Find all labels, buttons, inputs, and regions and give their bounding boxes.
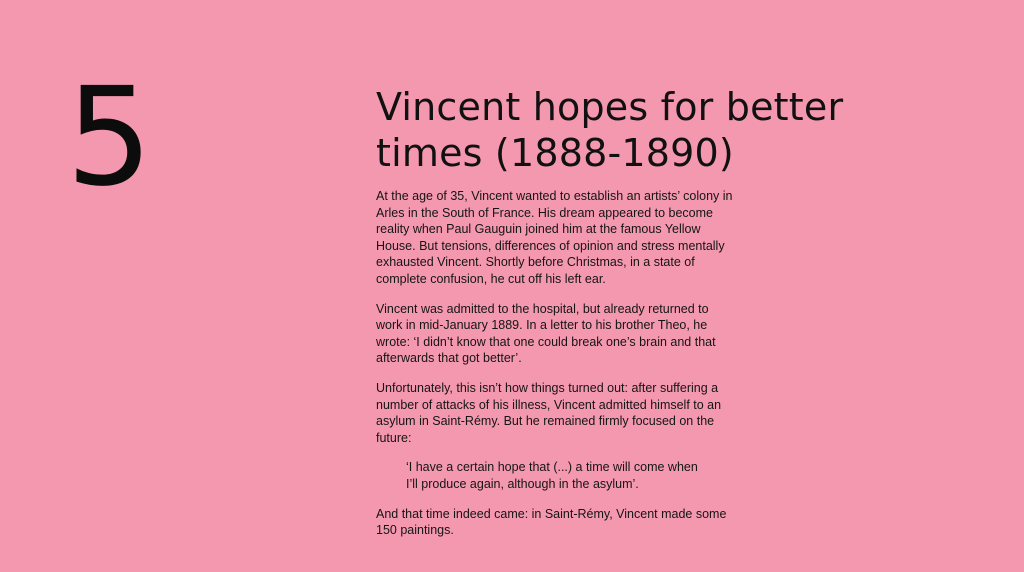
paragraph-arles: At the age of 35, Vincent wanted to establish an artists’ colony in Arles in the South of France. His dream appeared to become reality when Paul Gauguin joined him at the famous Yellow House. But tensions, differences of opinion and stress mentally exhausted Vincent. Shortly before Christmas, in a state of complete confusion, he cut off his left ear. <box>376 189 733 286</box>
paragraph-closing: And that time indeed came: in Saint-Rémy, Vincent made some 150 paintings. <box>376 506 727 538</box>
letter-quote: ‘I have a certain hope that (...) a time will come when I’ll produce again, although in the asylum’. <box>406 460 698 491</box>
paragraph-hospital: Vincent was admitted to the hospital, but already returned to work in mid-January 1889. In a letter to his brother Theo, he wrote: ‘I didn’t know that one could break one’s brain and that afterwards that got better’. <box>376 301 716 366</box>
chapter-content <box>376 84 936 552</box>
chapter-body <box>376 188 736 539</box>
chapter-title: Vincent hopes for better times (1888-1890) <box>376 85 844 175</box>
chapter-number: 5 <box>66 59 153 217</box>
paragraph-asylum: Unfortunately, this isn’t how things turned out: after suffering a number of attacks of his illness, Vincent admitted himself to an asylum in Saint-Rémy. But he remained firmly focused on the future: <box>376 380 722 445</box>
